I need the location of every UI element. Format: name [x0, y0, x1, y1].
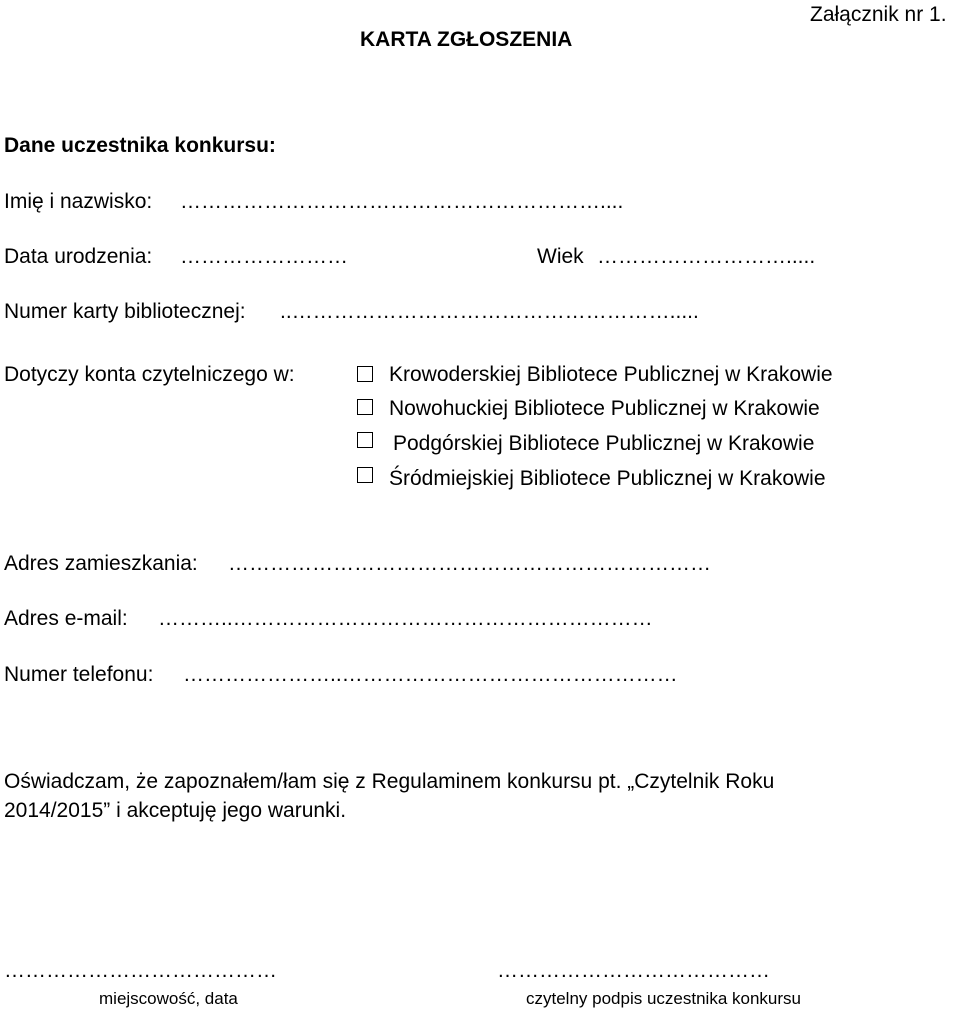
birth-date-field[interactable]: ……………………: [180, 245, 348, 268]
library-card-label: Numer karty bibliotecznej:: [4, 300, 246, 323]
attachment-label: Załącznik nr 1.: [810, 3, 947, 26]
option-podgorska: Podgórskiej Bibliotece Publicznej w Krakowie: [393, 432, 815, 455]
address-field[interactable]: ……………………………………………………………: [228, 552, 711, 575]
declaration-line-1: Oświadczam, że zapoznałem/łam się z Regulaminem konkursu pt. „Czytelnik Roku: [4, 770, 775, 793]
account-label: Dotyczy konta czytelniczego w:: [4, 363, 295, 386]
phone-field[interactable]: …………………..…………………………………………: [183, 663, 678, 686]
form-title: KARTA ZGŁOSZENIA: [360, 28, 573, 51]
signature-field[interactable]: …………………………………: [497, 959, 770, 982]
name-label: Imię i nazwisko:: [4, 190, 153, 213]
place-date-field[interactable]: …………………………………: [4, 959, 277, 982]
library-card-field[interactable]: ..……………………………………………….....: [280, 300, 699, 323]
option-krowoderska: Krowoderskiej Bibliotece Publicznej w Krakowie: [389, 363, 833, 386]
place-date-caption: miejscowość, data: [99, 989, 238, 1008]
checkbox-krowoderska[interactable]: [357, 366, 373, 382]
phone-label: Numer telefonu:: [4, 663, 154, 686]
participant-section-title: Dane uczestnika konkursu:: [4, 134, 276, 157]
age-label: Wiek: [537, 245, 584, 268]
email-label: Adres e-mail:: [4, 607, 128, 630]
address-label: Adres zamieszkania:: [4, 552, 198, 575]
option-srodmiejska: Śródmiejskiej Bibliotece Publicznej w Krakowie: [389, 467, 826, 490]
option-nowohucka: Nowohuckiej Bibliotece Publicznej w Krakowie: [389, 397, 820, 420]
declaration-line-2: 2014/2015” i akceptuję jego warunki.: [4, 799, 347, 822]
signature-caption: czytelny podpis uczestnika konkursu: [526, 989, 801, 1008]
email-field[interactable]: ………..……………………………………………………: [158, 607, 653, 630]
checkbox-srodmiejska[interactable]: [357, 467, 373, 483]
name-field[interactable]: ……………………………………………………....: [180, 190, 624, 213]
age-field[interactable]: ……………………….....: [597, 245, 816, 268]
birth-date-label: Data urodzenia:: [4, 245, 153, 268]
checkbox-nowohucka[interactable]: [357, 399, 373, 415]
checkbox-podgorska[interactable]: [357, 432, 373, 448]
